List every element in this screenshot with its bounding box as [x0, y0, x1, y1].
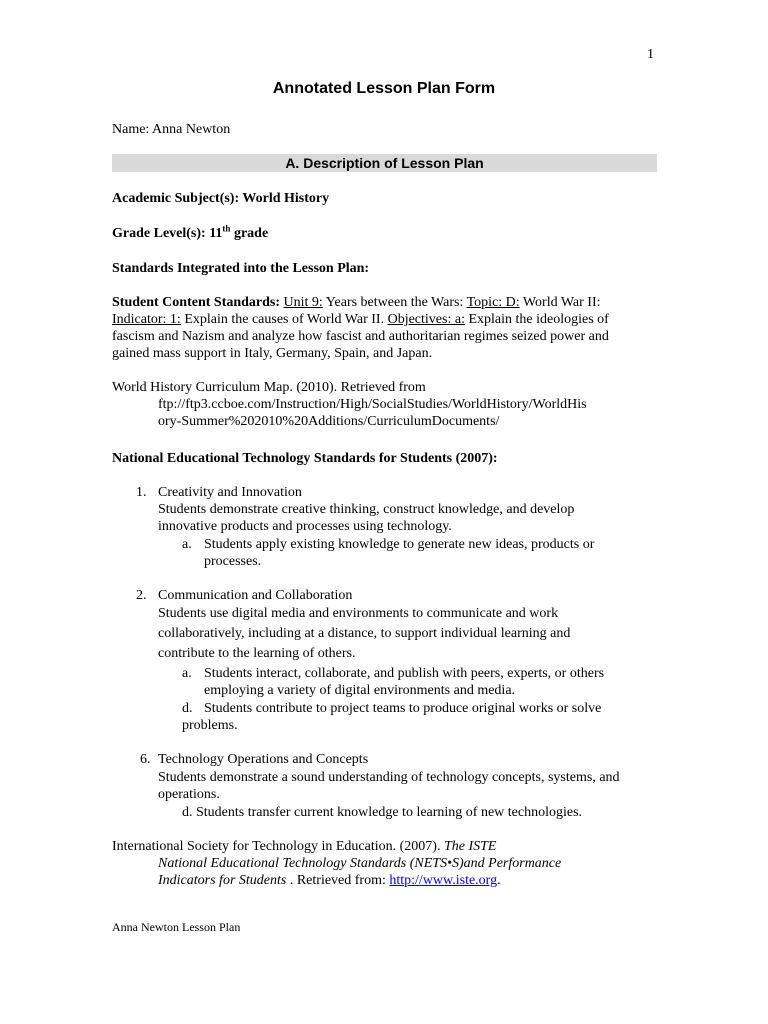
item-1a-text-2: processes. [204, 554, 262, 569]
objectives-text: Explain the ideologies of [464, 312, 609, 327]
content-standards-label: Student Content Standards: [112, 295, 281, 310]
item-1-desc-2: innovative products and processes using technology. [158, 519, 452, 534]
item-6d-text: d. Students transfer current knowledge to learning of new technologies. [182, 805, 583, 820]
indicator-label: Indicator: 1: [112, 312, 181, 327]
item-1-desc-1: Students demonstrate creative thinking, construct knowledge, and develop [158, 502, 575, 517]
item-1-title: Creativity and Innovation [158, 485, 302, 500]
item-2a-label: a. [182, 666, 192, 681]
iste-ref-title-start: The ISTE [443, 839, 497, 854]
iste-ref-retrieved: . Retrieved from: [286, 873, 390, 888]
curriculum-ref-line-3: ory-Summer%202010%20Additions/CurriculumDocuments/ [158, 414, 500, 429]
item-2-number: 2. [136, 588, 147, 603]
content-standards-line-2 [112, 311, 609, 328]
objectives-label: Objectives: a: [387, 312, 465, 327]
item-6-title: Technology Operations and Concepts [158, 752, 369, 767]
grade-label: Grade Level(s): 11 [112, 226, 223, 241]
item-1-number: 1. [136, 485, 147, 500]
item-2-desc-3: contribute to the learning of others. [158, 646, 356, 661]
page-number: 1 [647, 47, 654, 62]
item-2a-text-1: Students interact, collaborate, and publish with peers, experts, or others [204, 666, 605, 681]
curriculum-ref-line-1: World History Curriculum Map. (2010). Retrieved from [112, 380, 426, 395]
standards-heading: Standards Integrated into the Lesson Plan: [112, 261, 370, 276]
content-standards-line-1 [112, 294, 601, 311]
document-title: Annotated Lesson Plan Form [272, 80, 496, 97]
iste-ref-line-3 [158, 872, 501, 889]
item-2-title: Communication and Collaboration [158, 588, 353, 603]
section-a-header: A. Description of Lesson Plan [112, 154, 657, 172]
academic-subject: Academic Subject(s): World History [112, 191, 330, 206]
topic-label: Topic: D: [466, 295, 520, 310]
topic-text: World War II: [519, 295, 601, 310]
iste-link[interactable]: http://www.iste.org [389, 873, 498, 888]
nets-heading: National Educational Technology Standards for Students (2007): [112, 451, 498, 466]
item-2d-text-1: Students contribute to project teams to produce original works or solve [204, 701, 602, 716]
iste-ref-line-2: National Educational Technology Standards (NETS•S)and Performance [158, 856, 562, 871]
item-2-desc-1: Students use digital media and environments to communicate and work [158, 606, 559, 621]
footer: Anna Newton Lesson Plan [112, 920, 241, 934]
item-2d-label: d. [182, 701, 193, 716]
item-6-desc-2: operations. [158, 787, 220, 802]
grade-level [112, 225, 268, 242]
iste-ref-period: . [497, 873, 501, 888]
item-6-desc-1: Students demonstrate a sound understanding of technology concepts, systems, and [158, 770, 620, 785]
unit-label: Unit 9: [283, 295, 323, 310]
grade-superscript: th [222, 223, 231, 234]
item-1a-text-1: Students apply existing knowledge to generate new ideas, products or [204, 537, 595, 552]
iste-ref-title-end: Indicators for Students [158, 873, 287, 888]
item-2a-text-2: employing a variety of digital environments and media. [204, 683, 516, 698]
grade-suffix: grade [230, 226, 269, 241]
content-standards-line-4: gained mass support in Italy, Germany, Spain, and Japan. [112, 346, 433, 361]
item-2-desc-2: collaboratively, including at a distance, to support individual learning and [158, 626, 571, 641]
name-line: Name: Anna Newton [112, 122, 231, 137]
item-1a-label: a. [182, 537, 192, 552]
item-6-number: 6. [140, 752, 151, 767]
content-standards-line-3: fascism and Nazism and analyze how fascist and authoritarian regimes seized power and [112, 329, 609, 344]
curriculum-ref-line-2: ftp://ftp3.ccboe.com/Instruction/High/SocialStudies/WorldHistory/WorldHis [158, 397, 587, 412]
indicator-text: Explain the causes of World War II. [180, 312, 388, 327]
unit-text: Years between the Wars: [322, 295, 467, 310]
item-2d-text-2: problems. [182, 718, 238, 733]
iste-ref-text: International Society for Technology in Education. (2007). [112, 839, 444, 854]
iste-ref-line-1 [112, 838, 496, 855]
